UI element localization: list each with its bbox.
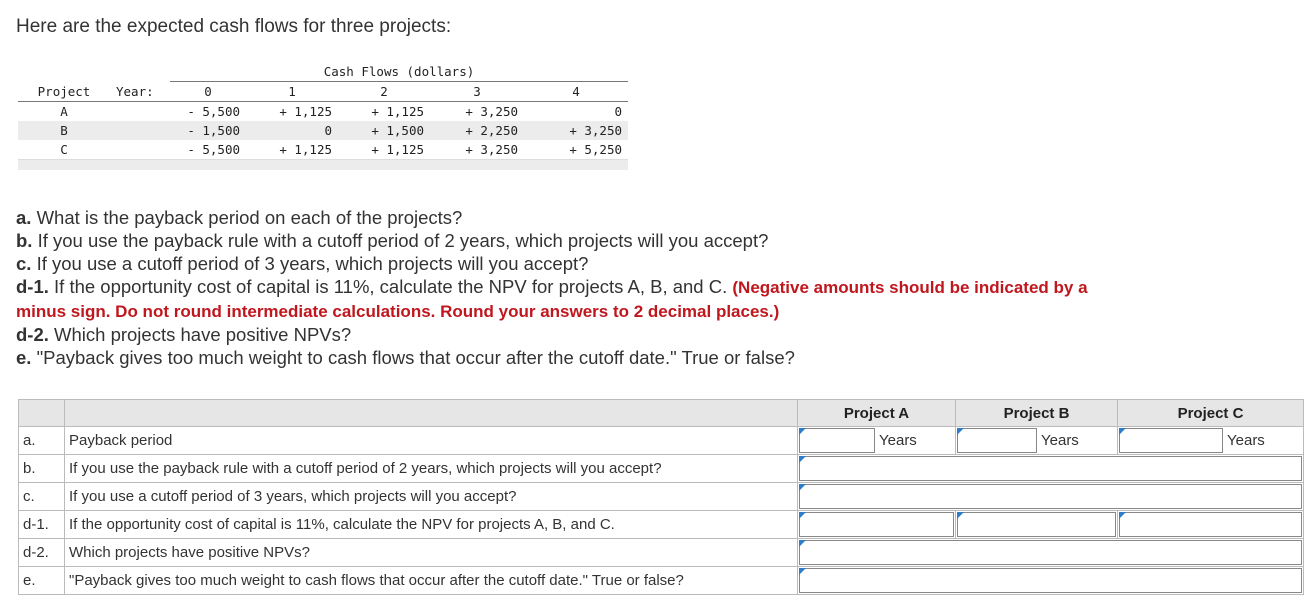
cash-flow-cell: 0 [324,123,332,138]
header-project-c: Project C [1118,400,1304,427]
cash-flow-cell: + 1,125 [371,104,424,119]
row-text: "Payback gives too much weight to cash flows that occur after the cutoff date." True or false? [65,567,798,595]
question-label: d-1. [16,276,49,297]
cash-flow-table [18,62,628,170]
true-false-select[interactable] [799,568,1302,593]
intro-text: Here are the expected cash flows for three projects: [16,16,452,37]
project-label: A [60,104,68,119]
payback-a-input[interactable] [799,428,875,453]
question-list [16,206,1306,369]
cash-flow-cell: + 1,125 [279,142,332,157]
project-label: B [60,123,68,138]
cash-flow-cell: 0 [614,104,622,119]
dropdown-marker-icon [1119,512,1126,519]
dropdown-marker-icon [799,484,806,491]
question-d2 [16,323,1306,346]
npv-c-input[interactable] [1119,512,1302,537]
question-label: c. [16,253,32,274]
row-label: c. [19,483,65,511]
dropdown-marker-icon [957,428,964,435]
unit-label: Years [1227,432,1265,449]
header-blank [19,400,65,427]
question-text: If you use the payback rule with a cutoff period of 2 years, which projects will you accept? [32,230,769,251]
header-project-b: Project B [956,400,1118,427]
question-text: "Payback gives too much weight to cash flows that occur after the cutoff date." True or false? [31,347,795,368]
header-blank [65,400,798,427]
answer-row-a [19,427,1304,455]
row-text: Which projects have positive NPVs? [65,539,798,567]
answer-row-c [19,483,1304,511]
table-row [18,102,628,122]
year-0: 0 [170,82,246,102]
answer-table [18,399,1304,595]
cash-flow-cell: + 1,125 [371,142,424,157]
npv-b-input[interactable] [957,512,1116,537]
unit-label: Years [879,432,917,449]
dropdown-marker-icon [799,568,806,575]
payback-b-input[interactable] [957,428,1037,453]
question-label: d-2. [16,324,49,345]
cash-flow-cell: - 1,500 [187,123,240,138]
question-text: Which projects have positive NPVs? [48,324,352,345]
dropdown-marker-icon [799,540,806,547]
cutoff-2-select[interactable] [799,456,1302,481]
dropdown-marker-icon [1119,428,1126,435]
question-text: If you use a cutoff period of 3 years, which projects will you accept? [31,253,589,274]
cash-flow-cell: + 2,250 [465,123,518,138]
cash-flow-cell: + 1,500 [371,123,424,138]
dropdown-marker-icon [957,512,964,519]
row-text: If you use a cutoff period of 3 years, which projects will you accept? [65,483,798,511]
answer-row-e [19,567,1304,595]
question-e [16,346,1306,369]
question-c [16,252,1306,275]
question-text: If the opportunity cost of capital is 11%, calculate the NPV for projects A, B, and C. [48,276,733,297]
dropdown-marker-icon [799,512,806,519]
row-label: d-1. [19,511,65,539]
instruction-note: minus sign. Do not round intermediate calculations. Round your answers to 2 decimal places.) [16,302,780,321]
question-label: e. [16,347,32,368]
header-project-a: Project A [798,400,956,427]
cash-flow-cell: + 5,250 [569,142,622,157]
answer-row-d1 [19,511,1304,539]
question-a [16,206,1306,229]
table-row [18,140,628,160]
cash-flow-cell: - 5,500 [187,104,240,119]
npv-a-input[interactable] [799,512,954,537]
row-label: a. [19,427,65,455]
positive-npv-select[interactable] [799,540,1302,565]
row-text: Payback period [65,427,798,455]
question-label: b. [16,230,33,251]
year-2: 2 [338,82,430,102]
question-d1 [16,275,1306,299]
question-b [16,229,1306,252]
cash-flow-caption: Cash Flows (dollars) [170,62,628,82]
project-label: C [60,142,68,157]
cash-flow-cell: + 1,125 [279,104,332,119]
cash-flow-cell: + 3,250 [465,142,518,157]
instruction-note: (Negative amounts should be indicated by a [732,278,1088,297]
year-3: 3 [430,82,524,102]
year-4: 4 [524,82,628,102]
row-text: If you use the payback rule with a cutoff period of 2 years, which projects will you accept? [65,455,798,483]
dropdown-marker-icon [799,428,806,435]
row-text: If the opportunity cost of capital is 11%, calculate the NPV for projects A, B, and C. [65,511,798,539]
cash-flow-cell: + 3,250 [465,104,518,119]
table-row [18,121,628,140]
answer-row-d2 [19,539,1304,567]
cash-flow-cell: + 3,250 [569,123,622,138]
cutoff-3-select[interactable] [799,484,1302,509]
year-header: Year: [110,82,170,102]
payback-c-input[interactable] [1119,428,1223,453]
question-d1-note [16,299,1306,323]
cash-flow-cell: - 5,500 [187,142,240,157]
row-label: e. [19,567,65,595]
year-1: 1 [246,82,338,102]
answer-row-b [19,455,1304,483]
table-footer-bar [18,160,628,171]
project-header: Project [18,82,110,102]
dropdown-marker-icon [799,456,806,463]
row-label: b. [19,455,65,483]
question-label: a. [16,207,32,228]
row-label: d-2. [19,539,65,567]
question-text: What is the payback period on each of the projects? [31,207,463,228]
unit-label: Years [1041,432,1079,449]
